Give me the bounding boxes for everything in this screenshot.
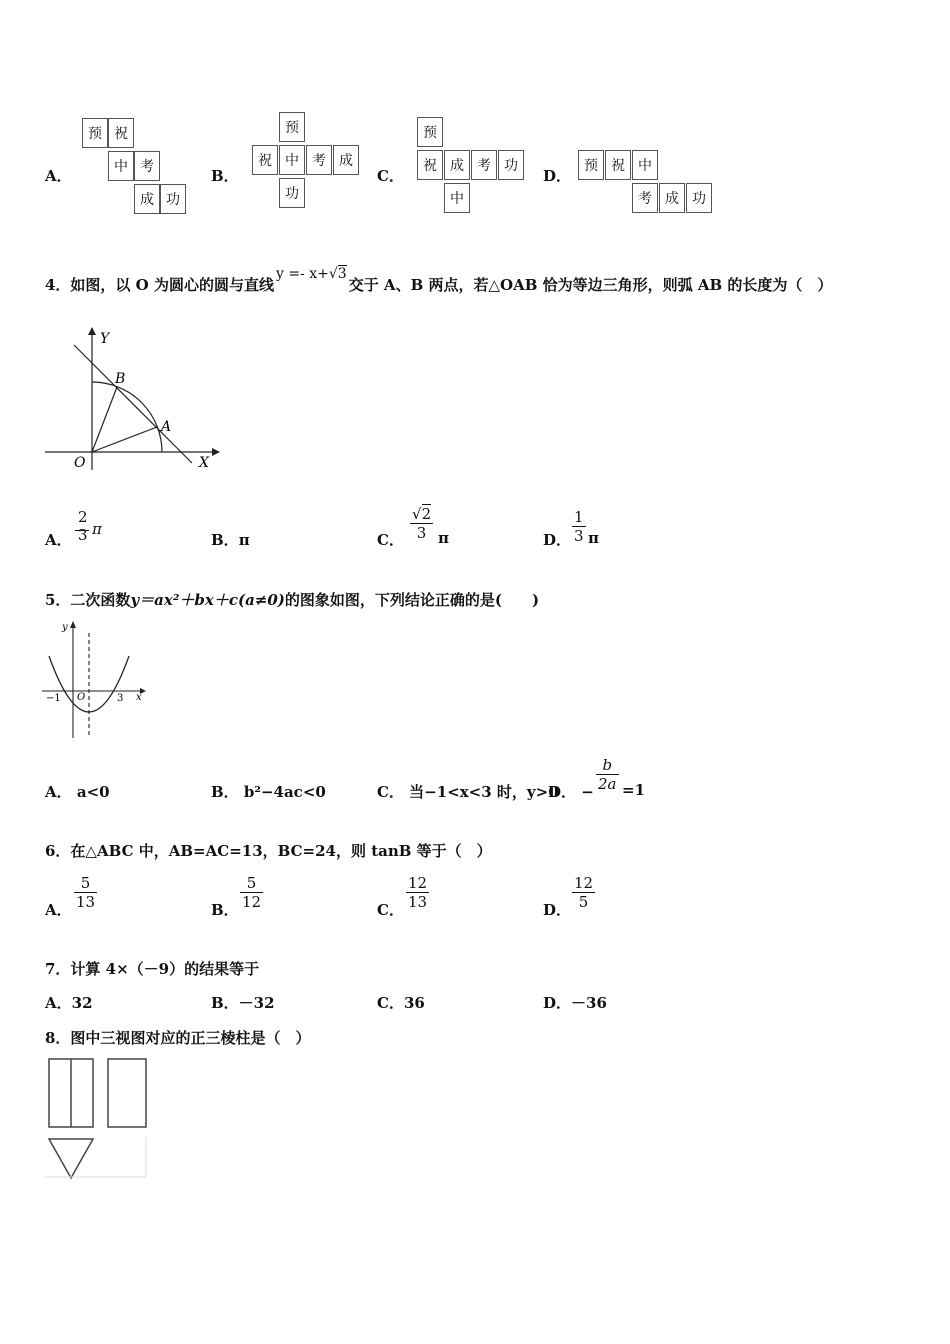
q5-option-d-label: D． − <box>548 783 594 801</box>
point-b-label: B <box>115 371 126 387</box>
q5-formula: y＝ax²＋bx＋c(a≠0) <box>130 591 285 609</box>
q4-option-a-label: A． <box>45 531 72 549</box>
q6-option-a-label: A． <box>45 901 72 919</box>
frac-num: 5 <box>246 874 257 892</box>
q5-figure <box>40 618 150 743</box>
q7-option-b: B．－32 <box>211 994 275 1012</box>
q3-net-b <box>252 112 362 217</box>
net-cell: 功 <box>498 150 524 180</box>
q4-option-c-frac <box>410 505 433 542</box>
q4-sqrt3: 3 <box>337 266 347 282</box>
q5-option-d-tail: =1 <box>622 781 646 799</box>
net-cell: 考 <box>134 151 160 181</box>
q5-prefix: 5．二次函数 <box>45 591 131 609</box>
frac-num: 5 <box>80 874 91 892</box>
x-axis-label: X <box>199 455 209 471</box>
net-cell: 祝 <box>417 150 443 180</box>
origin-label: O <box>74 455 86 471</box>
q3-net-d <box>578 150 718 220</box>
q4-line-equation: y =- x+ <box>275 266 329 282</box>
net-cell: 中 <box>444 183 470 213</box>
q4-option-c-label: C． <box>377 531 404 549</box>
net-cell: 成 <box>659 183 685 213</box>
tick-neg1: −1 <box>46 693 61 704</box>
net-cell: 成 <box>444 150 470 180</box>
frac-num: 12 <box>574 874 594 892</box>
q6-option-d-frac <box>572 874 595 911</box>
q7-option-d: D．－36 <box>543 994 607 1012</box>
frac-den: 2a <box>598 775 617 793</box>
q4-option-b-label: B． <box>211 531 239 549</box>
frac-den: 13 <box>408 893 428 911</box>
q8-question-text: 8．图中三视图对应的正三棱柱是（ ） <box>45 1029 311 1047</box>
net-cell: 功 <box>686 183 712 213</box>
q4-option-d-frac <box>572 508 586 545</box>
net-cell: 功 <box>160 184 186 214</box>
top-view-triangle <box>49 1139 93 1178</box>
q4-option-a-pi: π <box>92 520 102 538</box>
segment-ob <box>92 387 117 452</box>
q3-option-c-label: C． <box>377 167 404 185</box>
net-cell: 祝 <box>605 150 631 180</box>
net-cell: 考 <box>471 150 497 180</box>
y-axis-arrow <box>70 621 76 628</box>
q5-suffix: 的图象如图，下列结论正确的是( ) <box>284 591 540 609</box>
q5-option-b: B． b²−4ac<0 <box>211 783 326 801</box>
q6-question-text: 6．在△ABC 中，AB=AC=13，BC=24，则 tanB 等于（ ） <box>45 842 492 860</box>
net-cell: 成 <box>134 184 160 214</box>
q4-figure <box>40 325 220 475</box>
q5-option-a: A． a<0 <box>45 783 110 801</box>
q4-option-a-frac <box>76 508 90 544</box>
side-view <box>108 1059 146 1127</box>
net-cell: 中 <box>279 145 305 175</box>
q5-question-text <box>45 589 539 610</box>
q3-option-a-label: A． <box>45 167 72 185</box>
q5-option-c: C． 当−1<x<3 时，y>0 <box>377 783 559 801</box>
q4-option-d-label: D． <box>543 531 572 549</box>
y-axis-arrow <box>88 327 96 335</box>
q4-option-d-pi: π <box>588 529 599 547</box>
net-cell: 预 <box>578 150 604 180</box>
q6-option-b-label: B． <box>211 901 239 919</box>
frac-den: 12 <box>242 893 262 911</box>
q3-net-c <box>417 117 527 222</box>
q6-option-a-frac <box>74 874 97 911</box>
q4-option-b <box>211 529 250 550</box>
segment-oa <box>92 427 157 452</box>
y-axis-label: Y <box>100 331 110 347</box>
net-cell: 考 <box>306 145 332 175</box>
q3-option-d-label: D． <box>543 167 572 185</box>
frac-den: 3 <box>78 526 88 544</box>
q3-option-b-label: B． <box>211 167 239 185</box>
point-a-label: A <box>161 419 172 435</box>
frac-num: √2 <box>412 505 432 523</box>
net-cell: 预 <box>417 117 443 147</box>
q6-option-c-label: C． <box>377 901 404 919</box>
q7-option-a: A．32 <box>45 994 93 1012</box>
net-cell: 预 <box>82 118 108 148</box>
frac-den: 3 <box>410 523 433 542</box>
circle-arc <box>92 382 162 452</box>
net-cell: 功 <box>279 178 305 208</box>
q4-question-text: 4．如图，以 O 为圆心的圆与直线y =- x+√3交于 A、B 两点，若△OAB 恰为等边三角形，则弧 AB 的长度为（ ） <box>45 266 833 294</box>
x-axis-label: x <box>136 692 142 703</box>
q4-option-c-pi: π <box>438 529 449 547</box>
origin-label: O <box>77 692 86 703</box>
q6-option-b-frac <box>240 874 263 911</box>
net-cell: 中 <box>632 150 658 180</box>
net-cell: 祝 <box>108 118 134 148</box>
q4-option-b-text: π <box>238 531 250 549</box>
y-axis-label: y <box>62 622 68 633</box>
net-cell: 考 <box>632 183 658 213</box>
q6-option-c-frac <box>406 874 429 911</box>
net-cell: 成 <box>333 145 359 175</box>
net-cell: 中 <box>108 151 134 181</box>
q5-option-d-frac <box>596 756 619 793</box>
frac-bar <box>75 530 89 531</box>
frac-num: 1 <box>574 508 584 526</box>
q8-three-views-figure <box>44 1057 152 1182</box>
net-cell: 祝 <box>252 145 278 175</box>
q7-question-text: 7．计算 4×（－9）的结果等于 <box>45 960 260 978</box>
x-axis-arrow <box>212 448 220 456</box>
q3-net-a <box>82 118 192 223</box>
frac-den: 13 <box>76 893 96 911</box>
frac-num: b <box>602 756 613 774</box>
tick-3: 3 <box>117 693 124 704</box>
q6-option-d-label: D． <box>543 901 572 919</box>
q4-prefix: 4．如图，以 O 为圆心的圆与直线 <box>45 276 274 294</box>
frac-num: 2 <box>78 508 88 526</box>
net-cell: 预 <box>279 112 305 142</box>
frac-num: 12 <box>408 874 428 892</box>
q7-option-c: C．36 <box>377 994 425 1012</box>
q4-suffix: 交于 A、B 两点，若△OAB 恰为等边三角形，则弧 AB 的长度为（ ） <box>348 276 833 294</box>
frac-den: 3 <box>574 527 584 545</box>
frac-den: 5 <box>572 892 595 911</box>
